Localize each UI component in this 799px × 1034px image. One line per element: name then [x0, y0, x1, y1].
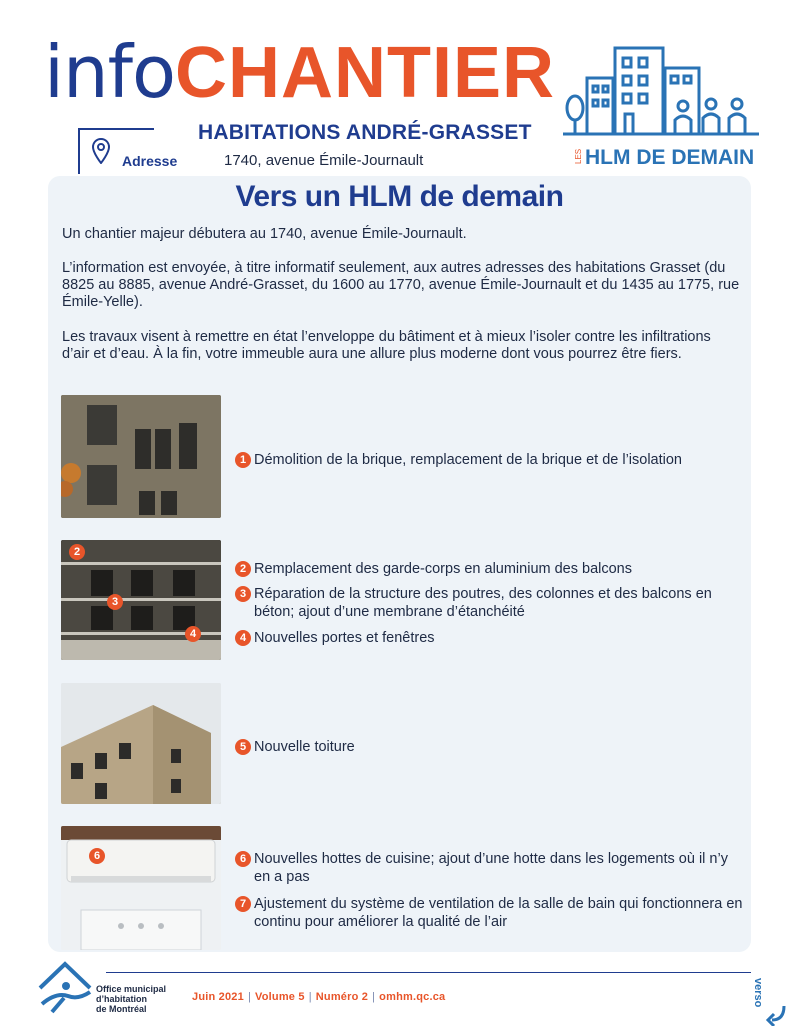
- title-prefix: info: [44, 30, 176, 114]
- masthead-title: [44, 30, 555, 115]
- item-text-5: Nouvelle toiture: [254, 739, 355, 755]
- item-text-7: Ajustement du système de ventilation de la salle de bain qui fonctionnera en continu pour améliorer la qualité de l’air: [254, 896, 743, 930]
- item-badge-1: 1: [235, 452, 251, 468]
- footer-rule: [106, 972, 751, 973]
- photo-marker-4: 4: [185, 626, 201, 642]
- card-title: Vers un HLM de demain: [235, 180, 564, 213]
- website-link[interactable]: omhm.qc.ca: [379, 991, 446, 1003]
- logo-text: HLM DE DEMAIN: [585, 146, 755, 169]
- item-badge-2: 2: [235, 561, 251, 577]
- item-badge-7: 7: [235, 896, 251, 912]
- photo-kitchen-hood: [61, 826, 221, 950]
- photo-marker-3: 3: [107, 594, 123, 610]
- complex-name: HABITATIONS ANDRÉ-GRASSET: [198, 121, 532, 144]
- item-badge-5: 5: [235, 739, 251, 755]
- org-line-1: Office municipal: [96, 984, 167, 994]
- omhm-logo-icon: [36, 958, 94, 1016]
- item-text-2: Remplacement des garde-corps en aluminium des balcons: [254, 561, 632, 577]
- intro-paragraph: Un chantier majeur débutera au 1740, avenue Émile-Journault.: [62, 226, 467, 242]
- address-label: Adresse: [122, 153, 178, 169]
- item-badge-6: 6: [235, 851, 251, 867]
- issue-date: Juin 2021: [192, 991, 244, 1003]
- verso-label[interactable]: verso: [752, 978, 764, 1008]
- item-text-6: Nouvelles hottes de cuisine; ajout d’une hotte dans les logements où il n’y en a pas: [254, 851, 728, 885]
- photo-roof: [61, 683, 221, 804]
- issue-number: Numéro 2: [315, 991, 369, 1003]
- photo-marker-2: 2: [69, 544, 85, 560]
- item-text-3: Réparation de la structure des poutres, des colonnes et des balcons en béton; ajout d’une membrane d’étanchéité: [254, 586, 712, 620]
- info-paragraph: L’information est envoyée, à titre informatif seulement, aux autres adresses des habitations Grasset (du 8825 au 8885, avenue André-Grasset, du 1600 au 1770, avenue Émile-Journault et du 1435 au 1775, rue Émile-Yelle).: [62, 260, 740, 310]
- issue-volume: Volume 5: [255, 991, 305, 1003]
- location-pin-icon: [92, 138, 110, 164]
- photo-marker-6: 6: [89, 848, 105, 864]
- title-main: CHANTIER: [175, 33, 556, 113]
- photo-brick-facade: [61, 395, 221, 518]
- item-text-1: Démolition de la brique, remplacement de la brique et de l’isolation: [254, 452, 682, 468]
- logo-small-text: LES: [574, 148, 583, 164]
- org-line-2: d’habitation: [96, 994, 147, 1004]
- address-value: 1740, avenue Émile-Journault: [224, 152, 424, 169]
- verso-arrow-icon[interactable]: [760, 966, 799, 1026]
- footer-meta: Juin 2021 | Volume 5 | Numéro 2 | omhm.qc.ca: [192, 991, 446, 1003]
- photo-balconies: [61, 540, 221, 660]
- item-text-4: Nouvelles portes et fenêtres: [254, 630, 435, 646]
- works-paragraph: Les travaux visent à remettre en état l’enveloppe du bâtiment et à mieux l’isoler contre les infiltrations d’air et d’eau. À la fin, votre immeuble aura une allure plus moderne dont vous pourrez être fiers.: [62, 329, 711, 362]
- item-badge-3: 3: [235, 586, 251, 602]
- organization-name: [96, 984, 166, 1014]
- hlm-de-demain-logo: [563, 38, 759, 170]
- item-badge-4: 4: [235, 630, 251, 646]
- org-line-3: de Montréal: [96, 1004, 147, 1014]
